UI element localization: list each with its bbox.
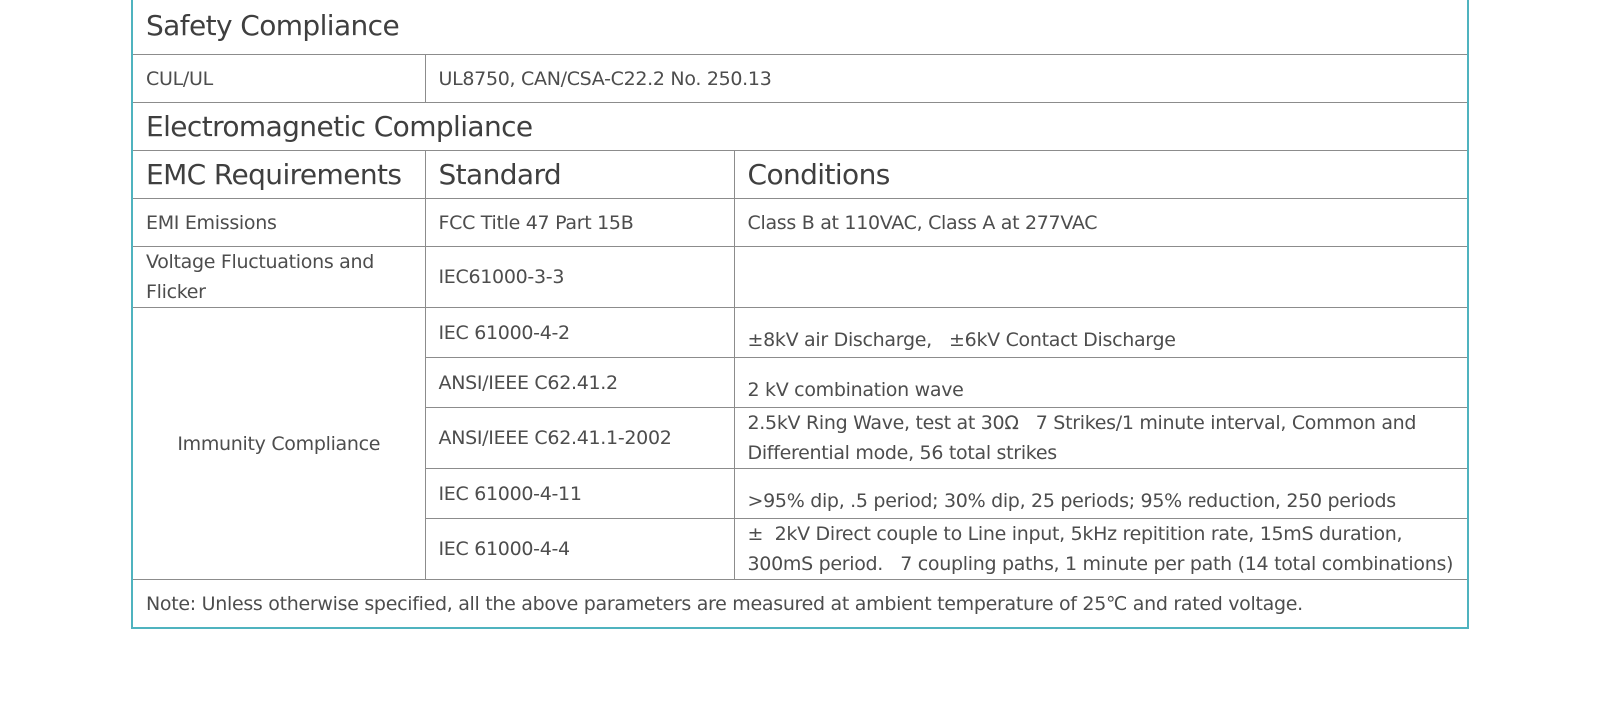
flicker-requirement: Voltage Fluctuations and Flicker <box>132 247 425 308</box>
table-row <box>132 55 1468 103</box>
emi-requirement: EMI Emissions <box>132 199 425 247</box>
note-row <box>132 580 1468 629</box>
flicker-conditions <box>734 247 1468 308</box>
emi-conditions: Class B at 110VAC, Class A at 277VAC <box>734 199 1468 247</box>
table-row <box>132 247 1468 308</box>
compliance-table <box>131 0 1469 629</box>
immunity-standard: ANSI/IEEE C62.41.1-2002 <box>425 408 734 469</box>
safety-label: CUL/UL <box>132 55 425 103</box>
immunity-conditions: 2.5kV Ring Wave, test at 30Ω 7 Strikes/1 minute interval, Common and Differential mode, 56 total strikes <box>734 408 1468 469</box>
emi-standard: FCC Title 47 Part 15B <box>425 199 734 247</box>
footnote: Note: Unless otherwise specified, all the above parameters are measured at ambient temperature of 25℃ and rated voltage. <box>132 580 1468 629</box>
table-row <box>132 308 1468 358</box>
immunity-conditions: ± 2kV Direct couple to Line input, 5kHz repitition rate, 15mS duration, 300mS period. 7 coupling paths, 1 minute per path (14 total combinations) <box>734 519 1468 580</box>
immunity-conditions: ±8kV air Discharge, ±6kV Contact Discharge <box>734 308 1468 358</box>
flicker-standard: IEC61000-3-3 <box>425 247 734 308</box>
immunity-conditions: 2 kV combination wave <box>734 358 1468 408</box>
emc-section-title: Electromagnetic Compliance <box>132 103 1468 151</box>
immunity-conditions: >95% dip, .5 period; 30% dip, 25 periods; 95% reduction, 250 periods <box>734 469 1468 519</box>
safety-section-title: Safety Compliance <box>132 0 1468 55</box>
emc-section-row <box>132 103 1468 151</box>
emc-header-row <box>132 151 1468 199</box>
immunity-requirement: Immunity Compliance <box>132 308 425 580</box>
safety-section-row <box>132 0 1468 55</box>
table-row <box>132 199 1468 247</box>
immunity-standard: IEC 61000-4-2 <box>425 308 734 358</box>
header-standard: Standard <box>425 151 734 199</box>
header-conditions: Conditions <box>734 151 1468 199</box>
safety-value: UL8750, CAN/CSA-C22.2 No. 250.13 <box>425 55 1468 103</box>
immunity-standard: IEC 61000-4-4 <box>425 519 734 580</box>
immunity-standard: ANSI/IEEE C62.41.2 <box>425 358 734 408</box>
header-requirements: EMC Requirements <box>132 151 425 199</box>
immunity-standard: IEC 61000-4-11 <box>425 469 734 519</box>
